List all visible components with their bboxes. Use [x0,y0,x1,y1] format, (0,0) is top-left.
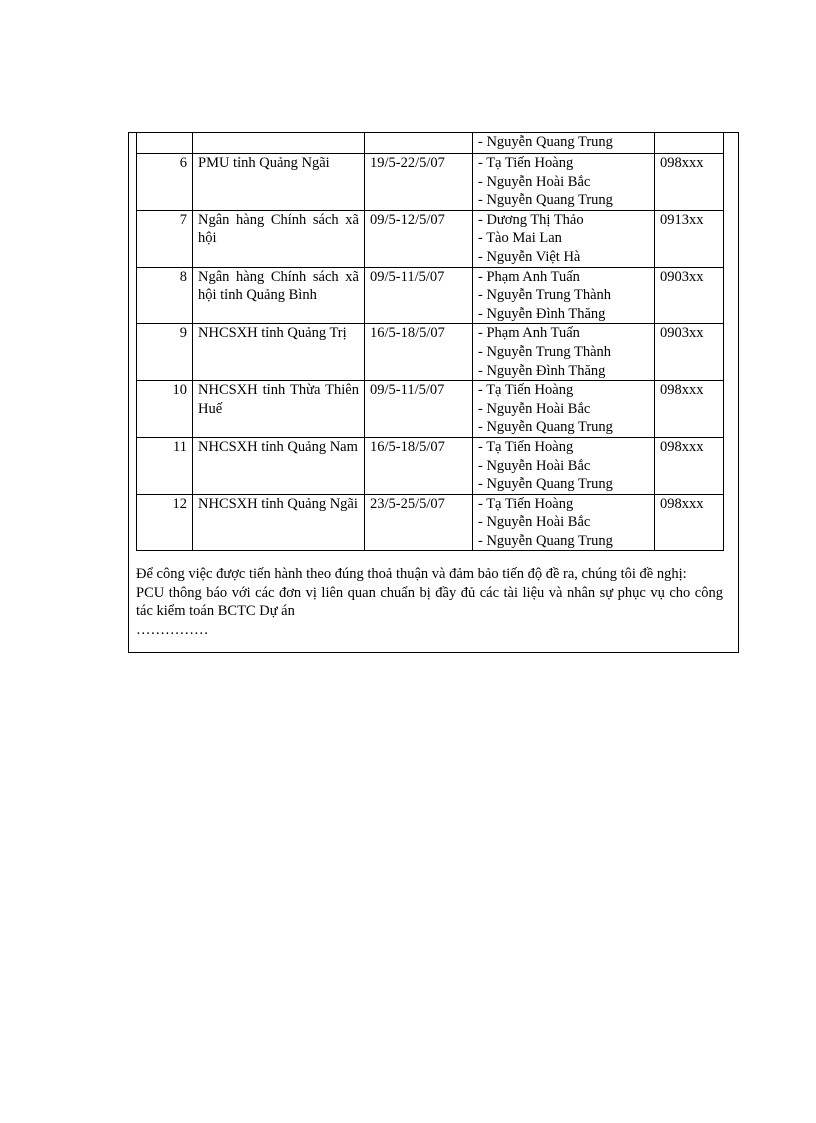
cell-staff [473,210,655,267]
staff-member: - Tào Mai Lan [478,230,562,247]
cell-phone: 098xxx [655,381,724,438]
cell-staff [473,324,655,381]
table-row [137,267,724,324]
audit-schedule-table [136,132,724,551]
cell-phone: 0903xx [655,267,724,324]
cell-unit: Ngân hàng Chính sách xã hội tỉnh Quảng Bình [193,267,365,324]
staff-member: - Tạ Tiến Hoàng [478,438,574,455]
table-row [137,494,724,551]
table-row [137,324,724,381]
cell-date: 16/5-18/5/07 [365,324,473,381]
cell-no: 11 [137,437,193,494]
cell-date: 23/5-25/5/07 [365,494,473,551]
cell-phone: 098xxx [655,437,724,494]
staff-member: - Nguyễn Hoài Bắc [478,457,591,474]
table-body [137,133,724,551]
staff-member: - Phạm Anh Tuấn [478,325,580,342]
cell-no: 7 [137,210,193,267]
cell-date [365,133,473,154]
cell-date: 09/5-11/5/07 [365,267,473,324]
cell-staff [473,133,655,154]
table-row [137,154,724,211]
staff-member: - Nguyễn Quang Trung [478,419,613,436]
cell-phone: 098xxx [655,154,724,211]
cell-unit: NHCSXH tỉnh Thừa Thiên Huế [193,381,365,438]
cell-unit: PMU tỉnh Quảng Ngãi [193,154,365,211]
cell-staff [473,381,655,438]
notes-paragraph-2: PCU thông báo với các đơn vị liên quan chuẩn bị đầy đủ các tài liệu và nhân sự phục vụ cho công tác kiểm toán BCTC Dự án [136,584,723,620]
cell-staff [473,154,655,211]
staff-member: - Nguyễn Hoài Bắc [478,400,591,417]
cell-no: 6 [137,154,193,211]
cell-date: 09/5-11/5/07 [365,381,473,438]
cell-unit: NHCSXH tỉnh Quảng Trị [193,324,365,381]
staff-member: - Nguyễn Trung Thành [478,343,612,360]
table-row [137,381,724,438]
cell-staff [473,437,655,494]
table-row [137,210,724,267]
staff-member: - Tạ Tiến Hoàng [478,155,574,171]
staff-member: - Tạ Tiến Hoàng [478,495,574,512]
notes-section [136,565,723,639]
staff-member: - Nguyễn Quang Trung [478,476,613,493]
cell-staff [473,494,655,551]
staff-member: - Phạm Anh Tuấn [478,268,580,285]
cell-no [137,133,193,154]
staff-member: - Nguyễn Hoài Bắc [478,173,591,190]
cell-no: 10 [137,381,193,438]
cell-unit: NHCSXH tỉnh Quảng Nam [193,437,365,494]
cell-date: 19/5-22/5/07 [365,154,473,211]
cell-date: 09/5-12/5/07 [365,210,473,267]
cell-phone [655,133,724,154]
notes-ellipsis: …………… [136,621,209,638]
staff-member: - Nguyễn Trung Thành [478,287,612,304]
staff-member: - Nguyễn Quang Trung [478,134,613,150]
staff-member: - Nguyễn Đình Thăng [478,305,606,322]
staff-member: - Tạ Tiến Hoàng [478,382,574,399]
cell-date: 16/5-18/5/07 [365,437,473,494]
cell-phone: 0913xx [655,210,724,267]
staff-member: - Nguyễn Quang Trung [478,192,613,209]
table-row [137,437,724,494]
cell-unit [193,133,365,154]
cell-phone: 0903xx [655,324,724,381]
cell-unit: NHCSXH tỉnh Quảng Ngãi [193,494,365,551]
staff-member: - Nguyễn Đình Thăng [478,362,606,379]
staff-member: - Dương Thị Thảo [478,211,584,228]
table-row [137,133,724,154]
cell-no: 12 [137,494,193,551]
cell-phone: 098xxx [655,494,724,551]
notes-paragraph-1: Để công việc được tiến hành theo đúng thoả thuận và đảm bảo tiến độ đề ra, chúng tôi đề nghị: [136,566,687,582]
staff-member: - Nguyễn Hoài Bắc [478,514,591,531]
cell-unit: Ngân hàng Chính sách xã hội [193,210,365,267]
cell-no: 8 [137,267,193,324]
staff-member: - Nguyễn Việt Hà [478,248,581,265]
staff-member: - Nguyễn Quang Trung [478,532,613,549]
cell-staff [473,267,655,324]
cell-no: 9 [137,324,193,381]
